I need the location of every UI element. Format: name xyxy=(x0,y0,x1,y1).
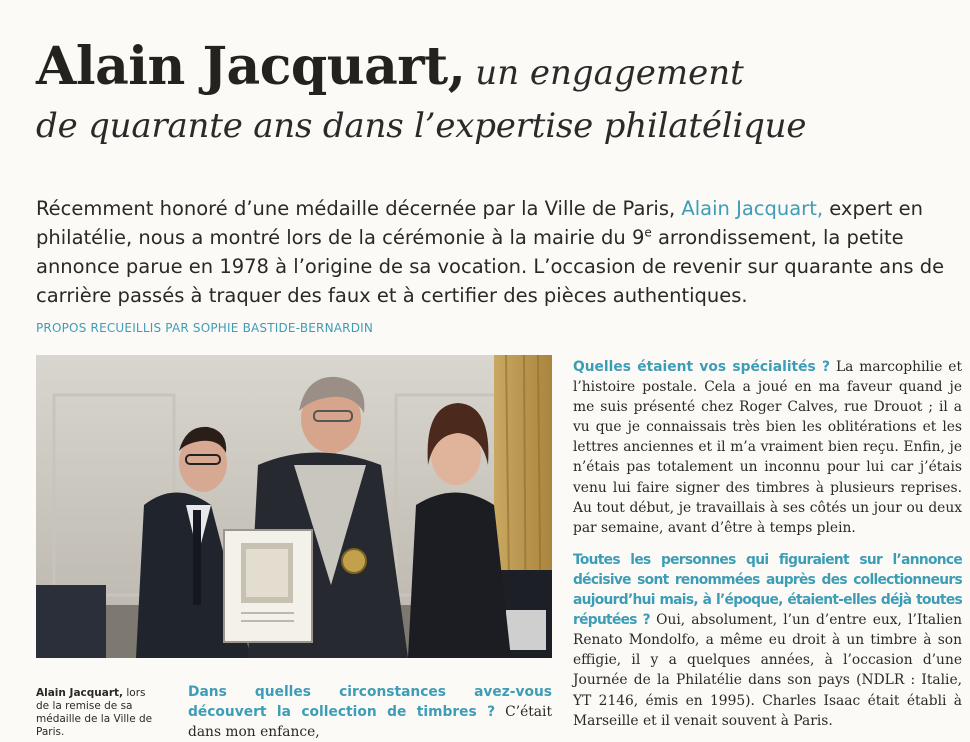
lede-part3: arrondissement, la petite annonce parue en 1978 à l’origine de sa vocation. L’occasion de revenir sur quarante ans de carrière passés à traquer des faux et à certifier des pièces authentiques. xyxy=(36,226,945,307)
title-subtitle-part2: de quarante ans dans l’expertise philatélique xyxy=(36,106,807,146)
answer-2: La marcophilie et l’histoire postale. Cela a joué en ma faveur quand je me suis présenté chez Roger Calves, rue Drouot ; il a vu que je connaissais très bien les oblitérations et les lettres anciennes et il m’a vraiment bien reçu. Enfin, je n’étais pas totalement un inconnu pour lui car j’étais venu lui faire signer des timbres à plusieurs reprises. Au tout début, je travaillais à ses côtés un jour ou deux par semaine, avant d’être à temps plein. xyxy=(573,359,963,536)
article-lede xyxy=(36,194,956,310)
title-name: Alain Jacquart, xyxy=(36,36,466,97)
author-credit: PROPOS RECUEILLIS PAR SOPHIE BASTIDE-BERNARDIN xyxy=(36,321,374,335)
article-title xyxy=(36,36,956,97)
question-3: Toutes les personnes qui figuraient sur l’annonce décisive sont renommées auprès des collectionneurs aujourd’hui mais, à l’époque, étaient-elles déjà toutes réputées ? xyxy=(573,551,962,629)
answer-3: Oui, absolument, l’un d’entre eux, l’Italien Renato Mondolfo, a même eu droit à un timbre à son effigie, il y a quelques années, à l’occasion d’une Journée de la Philatélie dans son pays (NDLR : Italie, YT 2146, émis en 1995). Charles Isaac était établi à Marseille et il venait souvent à Paris. xyxy=(573,612,962,729)
ceremony-photo-illustration xyxy=(36,355,552,658)
caption-name: Alain Jacquart, xyxy=(36,687,124,699)
question-3-paragraph xyxy=(573,550,962,731)
lede-highlight: Alain Jacquart, xyxy=(681,197,824,220)
question-2-paragraph xyxy=(573,357,962,538)
right-column xyxy=(573,357,962,731)
lede-part2: expert en philatélie, nous a montré lors de la cérémonie à la mairie du 9 xyxy=(36,197,924,249)
lede-part1: Récemment honoré d’une médaille décernée par la Ville de Paris, xyxy=(36,197,682,220)
question-1: Dans quelles circonstances avez-vous découvert la collection de timbres ? xyxy=(188,684,552,720)
question-1-paragraph xyxy=(188,682,552,742)
title-subtitle-part1: un engagement xyxy=(475,53,744,93)
photo-caption xyxy=(36,687,156,739)
answer-1: C’était dans mon enfance, xyxy=(188,704,552,740)
lede-superscript: e xyxy=(644,225,652,240)
ceremony-photo xyxy=(36,355,552,658)
caption-text: lors de la remise de sa médaille de la Ville de Paris. xyxy=(36,687,153,738)
question-2: Quelles étaient vos spécialités ? xyxy=(573,359,831,375)
